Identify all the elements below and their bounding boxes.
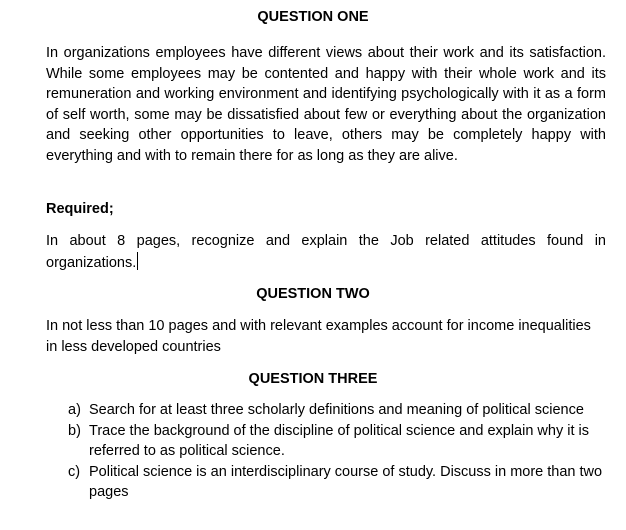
question-one-task [46, 231, 606, 273]
list-item-text: Political science is an interdisciplinary course of study. Discuss in more than two pages [89, 463, 603, 501]
list-marker: b) [68, 422, 81, 439]
list-marker: a) [68, 402, 81, 418]
list-item-text: Search for at least three scholarly definitions and meaning of political science [89, 402, 584, 418]
question-three-heading: QUESTION THREE [248, 371, 378, 387]
required-label: Required; [46, 201, 114, 217]
question-one-task-text: In about 8 pages, recognize and explain the Job related attitudes found in organizations. [46, 233, 606, 271]
question-two-heading: QUESTION TWO [256, 286, 370, 302]
question-three-list [68, 400, 608, 503]
list-item-text: Trace the background of the discipline of political science and explain why it is referred to as political science. [89, 422, 589, 460]
list-item [68, 462, 608, 503]
question-one-paragraph: In organizations employees have different views about their work and its satisfaction. While some employees may be contented and happy with their whole work and its remuneration and working environment and identifying psychologically with it as a form of self worth, some may be dissatisfied about few or everything about the organization and seeking other opportunities to leave, others may be completely happy with everything and with to remain there for as long as they are alive. [46, 45, 606, 164]
text-cursor [137, 252, 138, 270]
list-marker: c) [68, 463, 81, 480]
list-item [68, 400, 608, 421]
question-one-heading: QUESTION ONE [257, 9, 369, 25]
list-item [68, 421, 608, 462]
question-two-task: In not less than 10 pages and with relevant examples account for income inequalities in less developed countries [46, 318, 591, 355]
